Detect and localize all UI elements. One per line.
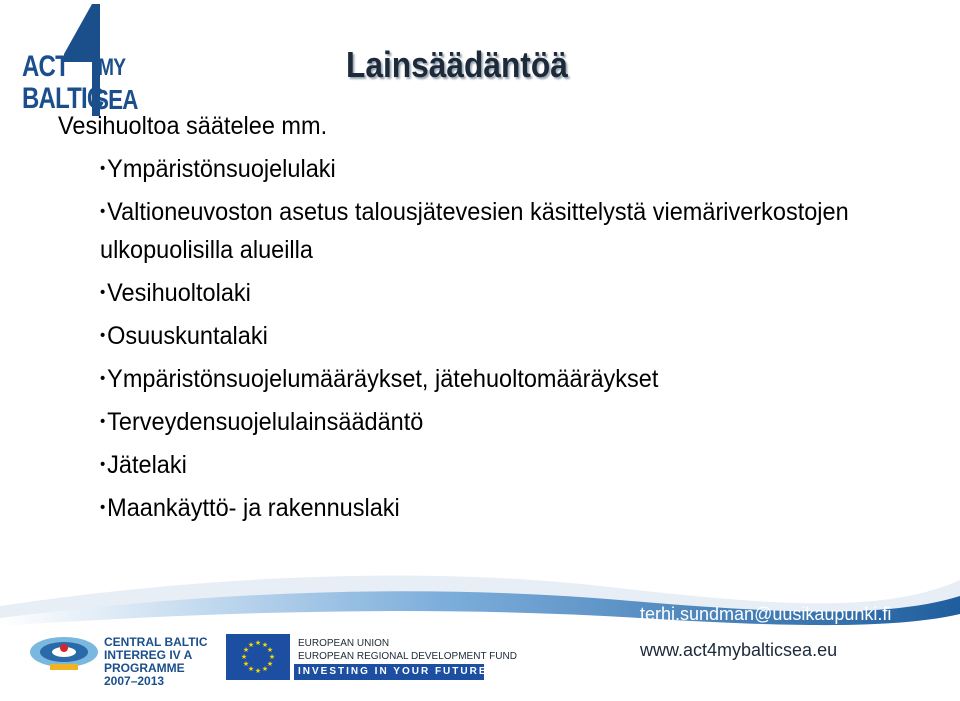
list-item-text: Maankäyttö- ja rakennuslaki — [107, 494, 400, 522]
eu-union-text: EUROPEAN UNION — [298, 638, 390, 649]
svg-text:★: ★ — [254, 639, 262, 647]
svg-text:★: ★ — [254, 667, 262, 675]
list-item — [100, 489, 890, 527]
svg-text:★: ★ — [240, 653, 248, 661]
list-item — [100, 317, 890, 355]
list-item — [100, 403, 890, 441]
cb-line: 2007–2013 — [104, 674, 165, 688]
eu-flag-icon — [226, 634, 290, 680]
svg-text:★: ★ — [242, 646, 250, 654]
logo-text-baltic: BALTIC — [22, 82, 104, 115]
list-item — [100, 274, 890, 312]
eu-stars-icon — [226, 634, 290, 680]
eu-fund-label — [294, 634, 517, 680]
list-item-text: Valtioneuvoston asetus talousjätevesien käsittelystä viemäriverkostojen — [107, 198, 849, 226]
central-baltic-text — [104, 636, 208, 688]
svg-text:★: ★ — [247, 641, 255, 649]
svg-text:★: ★ — [261, 641, 269, 649]
list-item-text: Osuuskuntalaki — [107, 322, 268, 350]
eu-tagline-text: INVESTING IN YOUR FUTURE — [298, 666, 488, 677]
bullet-icon: • — [100, 203, 106, 220]
list-item-text: Jätelaki — [107, 451, 187, 479]
logo-text-my: MY — [98, 54, 126, 81]
svg-text:★: ★ — [266, 660, 274, 668]
bullet-icon: • — [100, 327, 106, 344]
list-item — [100, 193, 890, 231]
svg-text:★: ★ — [242, 660, 250, 668]
list-item — [100, 446, 890, 484]
list-item-text: Ympäristönsuojelulaki — [107, 155, 336, 183]
footer-wave-decoration — [0, 566, 960, 636]
list-item-text: Vesihuoltolaki — [107, 279, 251, 307]
logo-text-act: ACT — [22, 50, 69, 83]
bullet-icon: • — [100, 160, 106, 177]
slide-title: Lainsäädäntöä — [346, 44, 568, 85]
list-item — [100, 360, 890, 398]
intro-text: Vesihuoltoa säätelee mm. — [58, 112, 328, 140]
list-item-continuation — [100, 231, 890, 269]
cb-line: PROGRAMME — [104, 661, 185, 675]
contact-email[interactable]: terhi.sundman@uusikaupunki.fi — [640, 604, 892, 624]
logo-text-sea: SEA — [94, 84, 138, 115]
bullet-icon: • — [100, 499, 106, 516]
cb-line: INTERREG IV A — [104, 648, 193, 662]
svg-text:★: ★ — [268, 653, 276, 661]
eu-fund-text: EUROPEAN REGIONAL DEVELOPMENT FUND — [298, 651, 517, 662]
svg-text:★: ★ — [266, 646, 274, 654]
list-item-text: Ympäristönsuojelumääräykset, jätehuoltomääräykset — [107, 365, 659, 393]
bullet-icon: • — [100, 370, 106, 387]
list-item — [100, 150, 890, 188]
bullet-icon: • — [100, 413, 106, 430]
svg-text:★: ★ — [261, 665, 269, 673]
cb-line: CENTRAL BALTIC — [104, 635, 208, 649]
bullet-icon: • — [100, 284, 106, 301]
act4mybalticsea-logo — [20, 4, 140, 116]
list-item-text: Terveydensuojelulainsäädäntö — [107, 408, 424, 436]
list-item-text: ulkopuolisilla alueilla — [100, 236, 313, 264]
svg-text:★: ★ — [247, 665, 255, 673]
website-link[interactable]: www.act4mybalticsea.eu — [640, 640, 838, 660]
legislation-list — [100, 150, 940, 527]
bullet-icon: • — [100, 456, 106, 473]
